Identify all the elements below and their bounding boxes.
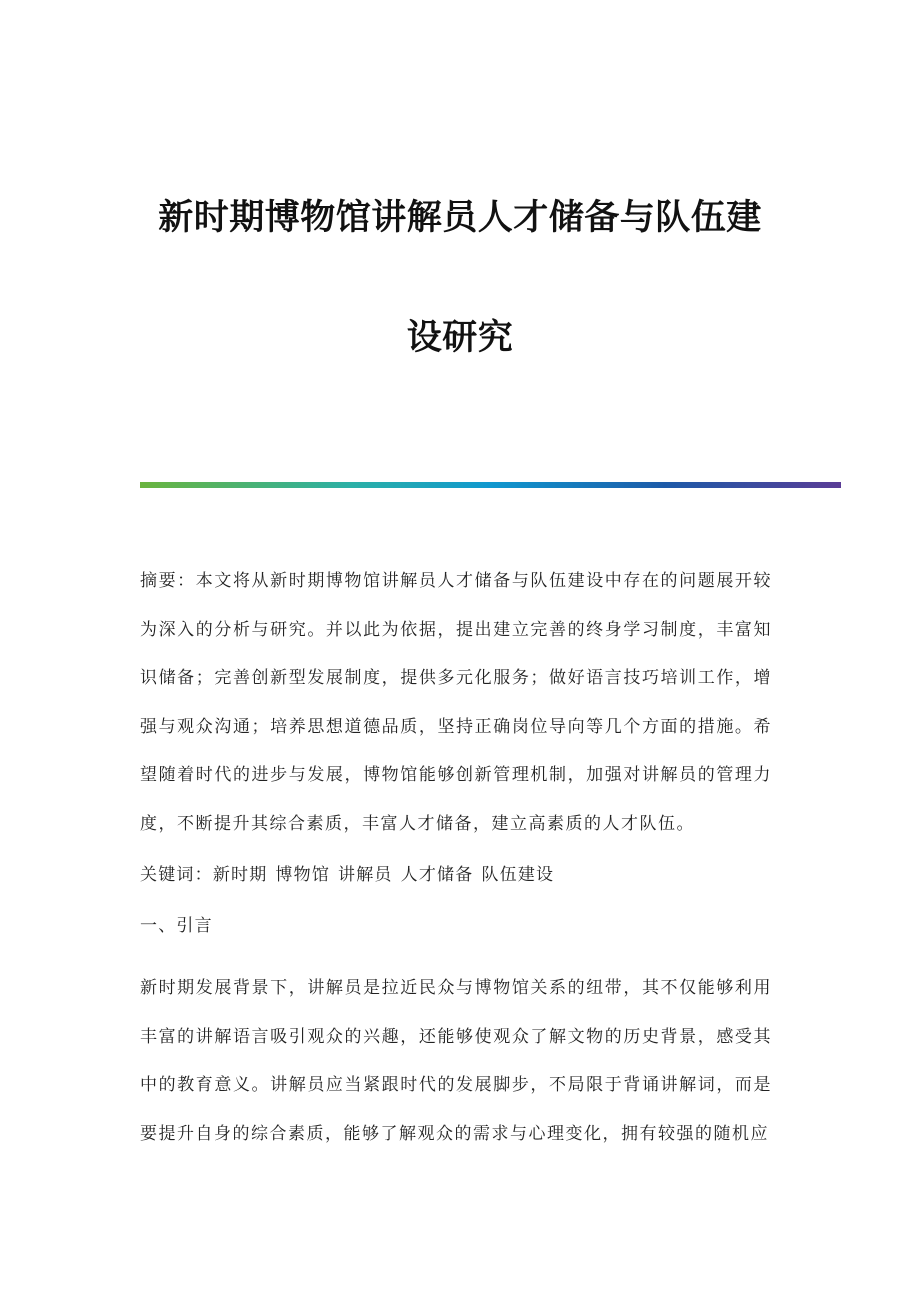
- keyword: 人才储备: [400, 865, 474, 885]
- keyword: 博物馆: [275, 865, 331, 885]
- abstract-section: [140, 557, 772, 848]
- page-title-line-2: 设研究: [406, 317, 514, 358]
- abstract-label: 摘要：: [140, 571, 196, 591]
- intro-section: [140, 964, 772, 1158]
- keywords-section: [140, 851, 772, 899]
- abstract-text: 本文将从新时期博物馆讲解员人才储备与队伍建设中存在的问题展开较为深入的分析与研究。并以此为依据，提出建立完善的终身学习制度，丰富知识储备；完善创新型发展制度，提供多元化服务；做好语言技巧培训工作，增强与观众沟通；培养思想道德品质，坚持正确岗位导向等几个方面的措施。希望随着时代的进步与发展，博物馆能够创新管理机制，加强对讲解员的管理力度，不断提升其综合素质，丰富人才储备，建立高素质的人才队伍。: [140, 571, 773, 834]
- keyword: 讲解员: [338, 865, 393, 885]
- gradient-divider: [140, 482, 841, 488]
- keywords-label: 关键词：: [140, 865, 213, 885]
- page-title-line-1: 新时期博物馆讲解员人才储备与队伍建: [158, 197, 762, 238]
- abstract-paragraph: [140, 557, 772, 848]
- section-heading-text: 一、引言: [140, 916, 213, 936]
- intro-paragraph: 新时期发展背景下，讲解员是拉近民众与博物馆关系的纽带，其不仅能够利用丰富的讲解语言吸引观众的兴趣，还能够使观众了解文物的历史背景，感受其中的教育意义。讲解员应当紧跟时代的发展脚步，不局限于背诵讲解词，而是要提升自身的综合素质，能够了解观众的需求与心理变化，拥有较强的随机应: [140, 978, 772, 1144]
- keywords-line: [140, 851, 772, 899]
- section-heading-intro: [140, 902, 772, 950]
- keyword: 新时期: [212, 865, 268, 885]
- keyword: 队伍建设: [481, 865, 555, 885]
